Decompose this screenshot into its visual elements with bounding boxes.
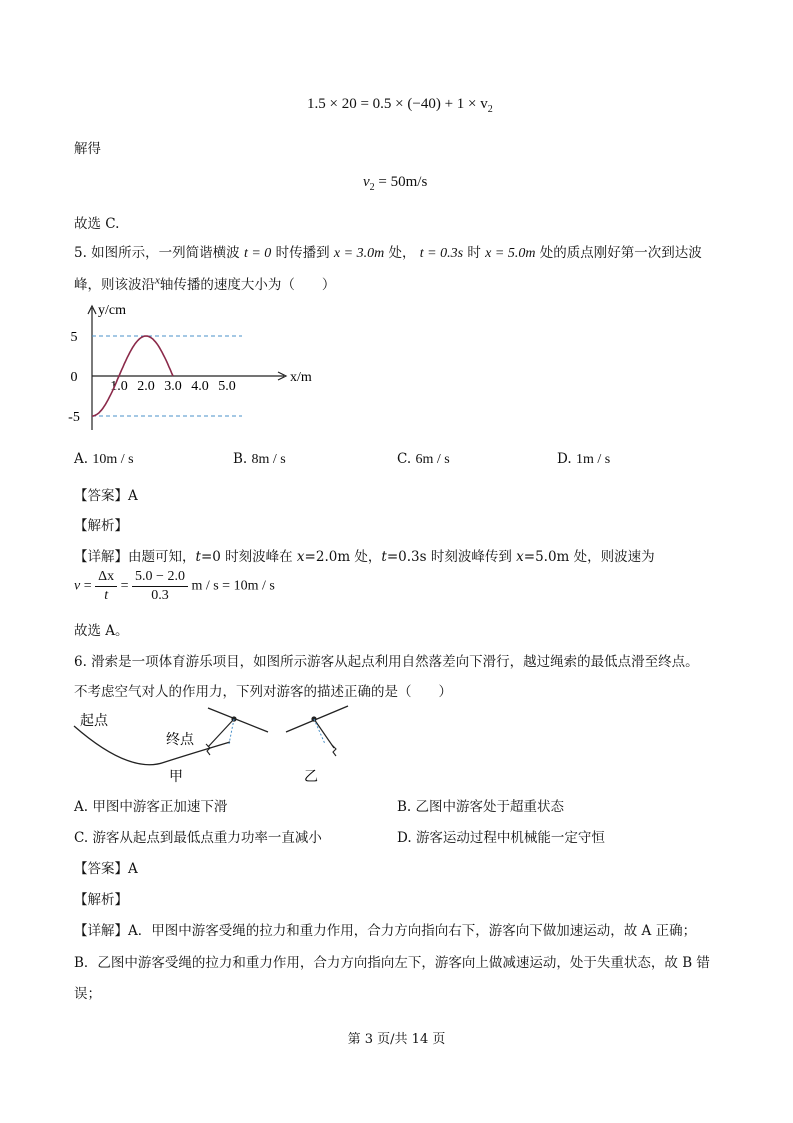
q5-option-b[interactable]: B. 8m / s — [233, 451, 286, 467]
x-tick-label: 1.0 — [110, 379, 128, 394]
y-tick-label: 0 — [70, 370, 78, 385]
zipline-figure — [60, 700, 380, 790]
velocity-formula: v = $\frac{\Delta x}{t}$ = $\frac{5.0 - 2.0}{0.3}$ m / s = 10m / s — [74, 569, 275, 603]
q6-option-c[interactable]: C. 游客从起点到最低点重力功率一直减小 — [74, 830, 322, 846]
q6-stem-line1: 6. 滑索是一项体育游乐项目，如图所示游客从起点利用自然落差向下滑行，越过绳索的最低点滑至终点。 — [74, 654, 699, 670]
q6-option-a[interactable]: A. 甲图中游客正加速下滑 — [74, 799, 228, 815]
label-yi: 乙 — [304, 770, 318, 785]
q6-option-b[interactable]: B. 乙图中游客处于超重状态 — [397, 799, 565, 815]
q5-stem-line1: 5. 如图所示，一列简谐横波 t = 0 时传播到 x = 3.0m 处， t = 0.3s 时 x = 5.0m 处的质点刚好第一次到达波 — [74, 245, 702, 261]
wave-chart — [56, 300, 326, 440]
page-footer: 第 3 页/共 14 页 — [347, 1032, 446, 1047]
q5-option-a[interactable]: A. 10m / s — [74, 451, 134, 467]
x-tick-label: 4.0 — [191, 379, 209, 394]
q6-analysis-tag: 【解析】 — [74, 892, 128, 908]
label-start: 起点 — [80, 714, 108, 729]
x-tick-label: 5.0 — [218, 379, 236, 394]
q6-option-d[interactable]: D. 游客运动过程中机械能一定守恒 — [397, 830, 605, 846]
x-axis-label: x/m — [290, 370, 312, 385]
q5-answer: 【答案】A — [74, 488, 138, 504]
label-end: 终点 — [166, 733, 194, 748]
momentum-equation: $1.5 \times 20 = 0.5 \times (-40) + 1 \times v_2$ — [307, 96, 493, 115]
x-tick-label: 3.0 — [164, 379, 182, 394]
rider-diagram-jia — [206, 708, 268, 755]
prev-conclusion: 故选 C. — [74, 216, 120, 232]
y-tick-label: -5 — [68, 410, 80, 425]
y-axis-label: y/cm — [98, 303, 126, 318]
solve-label: 解得 — [74, 141, 101, 157]
y-tick-label: 5 — [70, 330, 78, 345]
q5-option-c[interactable]: C. 6m / s — [397, 451, 450, 467]
q5-detail: 【详解】由题可知，t=0 时刻波峰在 x=2.0m 处，t=0.3s 时刻波峰传到 x=5.0m 处，则波速为 — [74, 549, 655, 565]
q6-detail-line3: 误； — [74, 986, 101, 1002]
rider-diagram-yi — [286, 706, 348, 756]
label-jia: 甲 — [169, 770, 183, 785]
q5-option-d[interactable]: D. 1m / s — [557, 451, 611, 467]
q6-stem-line2: 不考虑空气对人的作用力，下列对游客的描述正确的是（ ） — [74, 684, 452, 700]
q6-detail-line1: 【详解】A．甲图中游客受绳的拉力和重力作用，合力方向指向右下，游客向下做加速运动，故 A 正确； — [74, 923, 697, 939]
q5-analysis-tag: 【解析】 — [74, 518, 128, 534]
x-tick-label: 2.0 — [137, 379, 155, 394]
result-equation: $v_2 = 50m/s$ — [363, 174, 428, 193]
q6-detail-line2: B．乙图中游客受绳的拉力和重力作用，合力方向指向左下，游客向上做减速运动，处于失重状态，故 B 错 — [74, 955, 710, 971]
q5-stem-line2: 峰，则该波沿$^x$轴传播的速度大小为（ ） — [74, 274, 336, 293]
q5-conclusion: 故选 A。 — [74, 623, 129, 639]
q6-answer: 【答案】A — [74, 861, 138, 877]
